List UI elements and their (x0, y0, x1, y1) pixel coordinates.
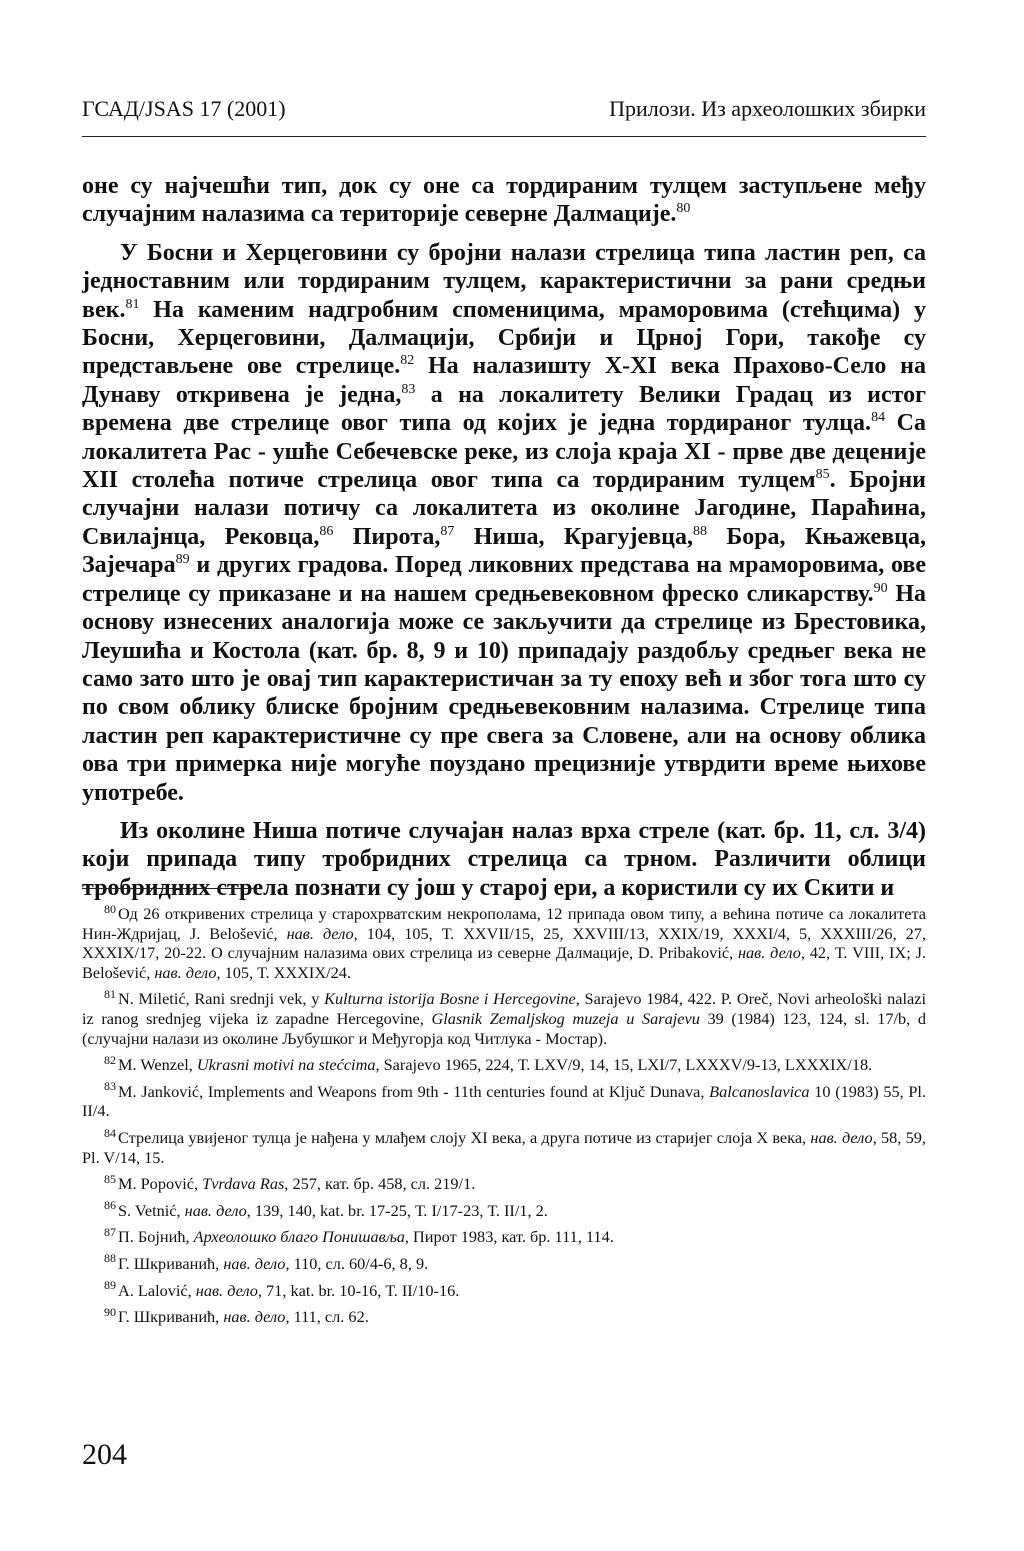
body-text (82, 172, 926, 912)
text-run: На налазишту X-XI века Прахово-Село на Дунаву откривена је једна, (82, 353, 926, 408)
text-run: Пирота, (333, 523, 441, 550)
text-run: Са локалитета Рас - ушће Себечевске реке, из слоја краја XI - прве две деценије XII столећа потиче стрелица овог типа са тордираним тулцем (82, 410, 926, 494)
text-run: , Пирот 1983, кат. бр. 111, 114. (404, 1227, 614, 1247)
text-run: M. Wenzel, (118, 1055, 197, 1075)
text-run: Г. Шкриванић, (118, 1253, 224, 1273)
italic-title: Glasnik Zemaljskog muzeja u Sarajevu (431, 1008, 700, 1028)
footnote-reference[interactable]: 86 (319, 523, 334, 539)
footnote-reference[interactable]: 82 (400, 353, 415, 369)
header-rule (82, 136, 926, 137)
text-run: , 42, Т. VIII, IX; J. Belošević, (82, 943, 926, 982)
footnote-reference[interactable]: 80 (676, 201, 691, 217)
footnote-reference[interactable]: 88 (692, 523, 707, 539)
footnote (82, 1198, 926, 1221)
text-run: На каменим надгробним споменицима, мраморовима (стећцима) у Босни, Херцеговини, Далмацији, Србији и Црној Гори, такође су представљене ове стрелице. (82, 296, 926, 380)
italic-title: Balcanoslavica (709, 1081, 810, 1101)
italic-title: нав. дело (184, 1200, 247, 1220)
footnote-number: 83 (104, 1079, 116, 1094)
text-run: На основу изнесених аналогија може се закључити да стрелице из Брестовика, Леушића и Костола (кат. бр. 8, 9 и 10) припадају раздобљу средњег века не само зато што је овај тип карактеристичан за ту епоху већ и због тога што су по свом облику блиске бројним средњевековним налазима. Стрелице типа ластин реп карактеристичне су пре свега за Словене, али на основу облика ова три примерка није могуће поуздано прецизније утврдити време њихове употребе. (82, 580, 926, 806)
text-run: Из околине Ниша потиче случајан налаз врха стреле (кат. бр. 11, сл. 3/4) који припада типу тробридних стрелица са трном. Различити облици тробридних стрела познати су још у старој ери, а користили су их Скити и (82, 817, 926, 901)
text-run: 10 (1983) 55, Pl. II/4. (82, 1081, 927, 1121)
italic-title: нав. дело (223, 1253, 286, 1273)
text-run: оне су најчешћи тип, док су оне са тордираним тулцем заступљене међу случајним налазима са територије северне Далмације. (82, 173, 926, 228)
italic-title: нав. дело (286, 923, 354, 943)
footnote-number: 86 (104, 1198, 116, 1213)
text-run: M. Popović, (118, 1174, 203, 1194)
footnote-reference[interactable]: 81 (125, 296, 140, 312)
text-run: П. Бојнић, (118, 1227, 194, 1247)
footnote-reference[interactable]: 83 (401, 381, 416, 397)
text-run: , 104, 105, Т. XXVII/15, 25, XXVIII/13, XXIX/19, XXXI/4, 5, XXXIII/26, 27, XXXIX/17, 20-22. О случајним налазима ових стрелица из северне Далмације, D. Pribaković, (82, 923, 926, 963)
footnote-number: 88 (104, 1251, 116, 1266)
text-run: . Бројни случајни налази потичу са локалитета из околине Јагодине, Параћина, Свилајнца, Рековца, (82, 467, 927, 550)
footnote-number: 90 (104, 1304, 116, 1319)
footnote (82, 1125, 926, 1167)
italic-title: нав. дело (810, 1127, 873, 1147)
footnotes (82, 901, 927, 1334)
page-number: 204 (82, 1438, 127, 1471)
footnote-number: 81 (104, 986, 116, 1001)
running-head-left: ГСАД/JSAS 17 (2001) (82, 96, 286, 121)
text-run: , 139, 140, kat. br. 17-25, Т. I/17-23, Т. II/1, 2. (246, 1200, 548, 1220)
text-run: 39 (1984) 123, 124, sl. 17/b, d (случајни налази из околине Љубушког и Међугорја код Читлука - Мостар). (82, 1008, 926, 1048)
italic-title: нав. дело (223, 1307, 286, 1327)
text-run: Бора, Књажевца, Зајечара (82, 523, 926, 579)
italic-title: Tvrdava Ras (202, 1174, 285, 1194)
text-run: , Sarajevo 1965, 224, Т. LXV/9, 14, 15, LXI/7, LXXXV/9-13, LXXXIX/18. (375, 1055, 873, 1075)
footnote (82, 1079, 927, 1121)
footnote (82, 1278, 926, 1301)
text-run: N. Miletić, Rani srednji vek, y (118, 989, 325, 1009)
text-run: S. Vetnić, (118, 1200, 185, 1220)
italic-title: нав. дело (154, 962, 217, 982)
footnote (82, 1251, 926, 1274)
footnote (82, 986, 926, 1048)
text-run: Стрелица увијеног тулца је нађена у млађем слоју XI века, а друга потиче из старијег слоја X века, (118, 1127, 811, 1147)
footnote-number: 87 (104, 1224, 116, 1239)
text-run: Г. Шкриванић, (118, 1307, 224, 1327)
footnote-number: 84 (104, 1125, 116, 1140)
italic-title: нав. дело (737, 943, 801, 963)
running-head (82, 96, 926, 122)
text-run: , Sarajevo 1984, 422. P. Oreč, Novi arheološki nalazi iz ranog srednjeg vijeka iz zapadne Hercegovine, (82, 989, 926, 1028)
text-run: Од 26 откривених стрелица у старохрватским некрополама, 12 припада овом типу, а већина потиче са локалитета Нин-Ждријац, J. Belošević, (82, 904, 926, 943)
text-run: M. Janković, Implements and Weapons from 9th - 11th centuries found at Ključ Dunava, (118, 1081, 710, 1101)
footnote-reference[interactable]: 89 (175, 552, 190, 568)
footnote (82, 901, 926, 982)
text-run: , 110, сл. 60/4-6, 8, 9. (285, 1253, 429, 1273)
footnote-rule (82, 888, 258, 889)
footnote-reference[interactable]: 84 (871, 410, 886, 426)
text-run: , 257, кат. бр. 458, сл. 219/1. (284, 1174, 476, 1194)
footnote-reference[interactable]: 90 (873, 580, 888, 596)
footnote-number: 82 (104, 1052, 116, 1067)
text-run: , 111, сл. 62. (285, 1307, 369, 1327)
footnote-number: 89 (104, 1278, 116, 1293)
text-run: A. Lalović, (118, 1280, 196, 1300)
text-run: а на локалитету Велики Градац из истог времена две стрелице овог типа од којих је једна тордираног тулца. (82, 381, 927, 437)
running-head-right: Прилози. Из археолошких збирки (609, 96, 926, 121)
paragraph (82, 172, 926, 229)
footnote-reference[interactable]: 87 (440, 523, 455, 539)
footnote-reference[interactable]: 85 (815, 467, 830, 483)
text-run: , 105, Т. XXXIX/24. (216, 962, 351, 982)
footnote (82, 1052, 926, 1075)
text-run: Ниша, Крагујевца, (454, 523, 693, 550)
paragraph (82, 239, 926, 807)
footnote (82, 1171, 926, 1194)
italic-title: Kulturna istorija Bosne i Hercegovine (324, 989, 576, 1009)
italic-title: Археолошко благо Понишавља (193, 1227, 405, 1247)
text-run: и других градова. Поред ликовних представа на мраморовима, ове стрелице су приказане и на нашем средњевековном фреско сликарству. (82, 552, 926, 607)
text-run: , 71, kat. br. 10-16, Т. II/10-16. (257, 1280, 460, 1300)
italic-title: нав. дело (195, 1280, 258, 1300)
footnote-number: 80 (104, 901, 116, 916)
text-run: , 58, 59, Pl. V/14, 15. (82, 1127, 926, 1167)
footnote-number: 85 (104, 1171, 116, 1186)
footnote (82, 1224, 926, 1247)
text-run: У Босни и Херцеговини су бројни налази стрелица типа ластин реп, са једноставним или тордираним тулцем, карактеристични за рани средњи век. (82, 239, 926, 323)
footnote (82, 1304, 926, 1327)
italic-title: Ukrasni motivi na stećcima (196, 1055, 376, 1075)
paragraph (82, 817, 926, 902)
